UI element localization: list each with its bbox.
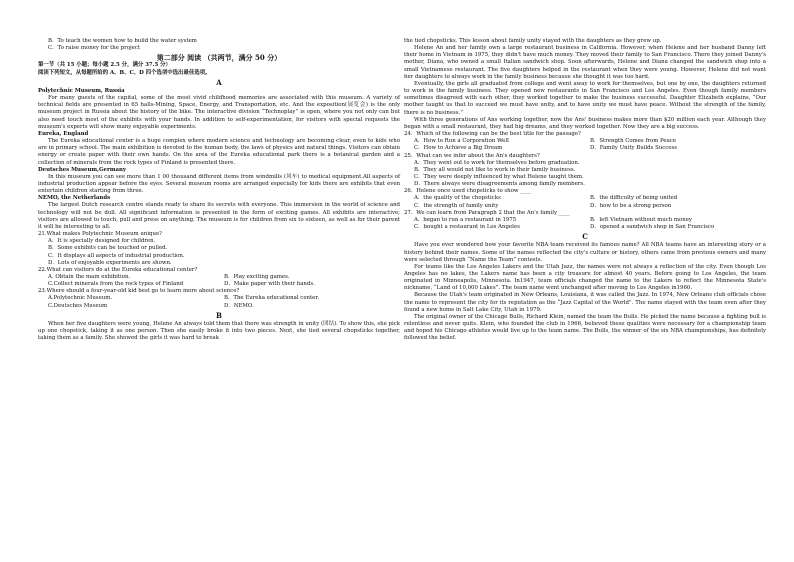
question-26: 26．Helene once used chopsticks to show ____ (404, 188, 531, 195)
q22-option-c: C.Collect minerals from the rock types of Finland (48, 281, 184, 288)
passage-b-paragraph-4: With three generations of Ans working together, now the Ans' business makes more than $20 million each year. Although they began with a small restaurant, they had big dreams, and they worked together. Now they are a big success. (404, 116, 766, 130)
question-27: 27．We can learn from Paragraph 2 that the An's family ____ (404, 209, 570, 216)
museum1-title: Polytechnic Museum, Russia (38, 87, 125, 94)
q27-option-c: C．bought a restaurant in Los Angeles (414, 224, 520, 231)
museum4-title: NEMO, the Netherlands (38, 195, 111, 202)
q24-option-a: A．How to Run a Corporation Well (414, 138, 509, 145)
q26-options-row-1 (404, 195, 766, 202)
q22-options-row-2 (38, 281, 400, 288)
passage-b-paragraph-2: Helene An and her family own a large restaurant business in California. However, when Helene and her husband Danny left their home in Vietnam in 1975, they didn't have much money. They moved their family to San Francisco. There they joined Danny's mother, Diana, who owned a small Italian sandwich shop. Soon afterwards, Helene and Diana changed the sandwich shop into a small Vietnamese restaurant. The five daughters helped in the restaurant when they were young. However, Helene did not want her daughters to always work in the family business because she thought it was too hard. (404, 45, 766, 80)
q25-option-d: D．There always were disagreements among family members. (414, 181, 585, 188)
q21-option-a: A．It is specially designed for children. (48, 238, 156, 245)
passage-c-paragraph-1: Have you ever wondered how your favorite NBA team received its famous name? All NBA teams have an interesting story or a history behind their names. Some of the names reflected the city's culture or history, others came from previous owners and many were selected through “Name the Team” contests. (404, 242, 766, 263)
museum3-title: Deutsches Museum,Germany (38, 166, 127, 173)
q24-options-row-2 (404, 145, 766, 152)
q24-option-d: D．Family Unity Builds Success (590, 145, 678, 152)
passage-a-letter: A (216, 77, 222, 87)
left-column (38, 38, 400, 342)
q24-option-b: B．Strength Comes from Peace (590, 138, 677, 145)
museum4-text: The largest Dutch research centre stands ready to share its secrets with everyone. This immersion in the world of science and technology will not be dull. All significant information is presented in the form of exciting games. All exhibits are interactive; visitors are allowed to touch, pull and press on anything. The museum is for children from six to sixteen, as well as for their parent it will be interesting to all. (38, 202, 400, 230)
passage-b-letter: B (216, 310, 222, 320)
q26-option-b: B．the difficulty of being united (590, 195, 678, 202)
q27-option-d: D．opened a sandwich shop in San Francisco (590, 224, 715, 231)
right-column (404, 38, 766, 343)
passage-c-paragraph-4: The original owner of the Chicago Bulls, Richard Klein, named the team the Bulls. He picked the name because a fighting bull is relentless and never quits. Klein, who founded the club in 1966, believed these qualities were necessary for a championship team and hoped his Chicago athletes would live up to the team name. The Bulls, the winner of the six NBA championships, has definitely followed the belief. (404, 313, 766, 342)
passage-c-paragraph-2: For teams like the Los Angeles Lakers and the Utah Jazz, the names were not always a reflection of the city. Even though Los Angeles has no lakes, the Lakers name has been a city treasure for almost 40 years. Before going to Los Angeles, the team originated in Minneapolis, Minnesota. In1947, team officials changed the name to the Lakers to reflect the Minnesota State's nickname, “Land of 10,000 Lakes”. The team name went unchanged after moving to Los Angeles in1960. (404, 263, 766, 292)
passage-b-continued: the tied chopsticks. This lesson about family unity stayed with the daughters as they grew up. (404, 38, 662, 44)
q21-option-c: C．It displays all aspects of industrial production. (48, 252, 185, 259)
question-23: 23.Where should a four-year-old kid best go to learn more about science? (38, 288, 240, 295)
q23-option-c: C.Deutsches Museum (48, 302, 108, 309)
q27-options-row-1 (404, 217, 766, 224)
q25-option-b: B．They all would not like to work in their family business. (414, 166, 576, 173)
museum1-text: For many guests of the capital, some of the most vivid childhood memories are associated with this museum. A variety of technical fields are presented in 65 halls-Mining, Space, Energy, and Transportation, etc. And the exposition(展览会) is the only museum project in Russia about the history of the bike. The interactive division “Technoplay” is open, where you not only can but also need touch most of the exhibits with your hands. In addition to self-experimentation, for visitors with special requests the museum's experts will show many enjoyable experiments. (38, 95, 400, 130)
q26-option-d: D．how to be a strong person (590, 202, 672, 209)
question-24: 24．Which of the following can be the best title for the passage? (404, 131, 581, 138)
q23-options-row-1 (38, 295, 400, 302)
q21-option-d: D．Lots of enjoyable experiments are shown. (48, 259, 172, 266)
q26-option-c: C．the strength of family unity (414, 202, 499, 209)
q25-option-a: A．They went out to work for themselves before graduation. (414, 159, 580, 166)
part1-heading: 第一节（共 15 小题；每小题 2.5 分，满分 37.5 分） (38, 62, 171, 69)
section-title: 第二部分 阅读 （共两节，满分 50 分） (156, 53, 282, 63)
q21-option-b: B．Some exhibits can be touched or pulled. (48, 245, 168, 252)
q23-option-d: D．NEMO. (224, 302, 254, 309)
q22-option-b: B．Play exciting games. (224, 274, 290, 280)
museum2-text: The Eureka educational center is a huge complex where modern science and technology are becoming clear, even to kids who are in primary school. The main exhibition is devoted to the human body, the laws of physics and natural things. Visitors can obtain energy or create paper with their own hands. On the area of the Eureka educational park there is a botanical garden and a collection of minerals from the rock types of Finland is presented there. (38, 138, 400, 166)
part1-instruction: 阅读下列短文，从每题所给的 A、B、C、D 四个选项中选出最佳选项。 (38, 69, 211, 76)
q27-option-a: A．began to run a restaurant in 1975 (414, 216, 517, 223)
q27-option-b: B．left Vietnam without much money (590, 216, 692, 223)
question-21: 21.What makes Polytechnic Museum unique? (38, 231, 163, 238)
option-b: B．To teach the women how to build the water system (48, 38, 197, 44)
q22-option-d: D．Make paper with their hands. (224, 281, 315, 288)
q24-options-row-1 (404, 138, 766, 145)
q23-option-a: A.Polytechnic Museum. (48, 295, 113, 302)
q27-options-row-2 (404, 224, 766, 231)
passage-c-letter: C (582, 232, 588, 242)
museum2-title: Eureka, England (38, 130, 89, 137)
q24-option-c: C．How to Achieve a Big Dream (414, 145, 503, 152)
question-25: 25．What can we infer about the An's daughters? (404, 152, 540, 159)
q25-option-c: C．They were deeply influenced by what Helene taught them. (414, 173, 584, 180)
passage-b-text: When her five daughters were young, Helene An always told them that there was strength in unity (团结). To show this, she pick up one chopstick, taking it as one person. Then she easily broke it into two pieces. Next, she tied several chopsticks together, taking them as a family. She showed the girls it was hard to break (38, 320, 400, 342)
q22-option-a: A. Obtain the main exhibition. (48, 274, 131, 280)
q26-options-row-2 (404, 203, 766, 210)
passage-c-paragraph-3: Because the Utah's team originated in New Orleans, Louisiana, it was called the Jazz. In 1974, New Orleans club officials chose the name to represent the city for its reputation as the “Jazz Capital of the World”. The name stayed with the team even after they found a new home in Salt Lake City, Utah in 1979. (404, 292, 766, 313)
q23-options-row-2 (38, 303, 400, 310)
q26-option-a: A．the quality of the chopsticks (414, 195, 501, 202)
question-22: 22.What can visitors do at the Eureka educational center? (38, 266, 198, 273)
passage-b-paragraph-3: Eventually, the girls all graduated from college and went away to work for themselves, but one by one, the daughters returned to work in the family business. They opened new restaurants in San Francisco and Los Angeles. Even though family members sometimes disagreed with each other, they worked together to make the business successful. Daughter Elizabeth explains, “Our mother taught us that to succeed we must have unity, and to have unity we must have peace. Without the strength of the family, there is no business.” (404, 80, 766, 116)
option-c: C．To raise money for the project (48, 45, 141, 52)
q22-options-row-1 (38, 274, 400, 281)
q23-option-b: B．The Eureka educational center. (224, 295, 320, 302)
museum3-text: In this museum you can see more than 1 00 thousand different items from windmills (风车) to medical equipment.All aspects of industrial production appear before the eyes. Several museum rooms are arranged especially for kids there are exhibits that even entertain children starting from three. (38, 173, 400, 195)
